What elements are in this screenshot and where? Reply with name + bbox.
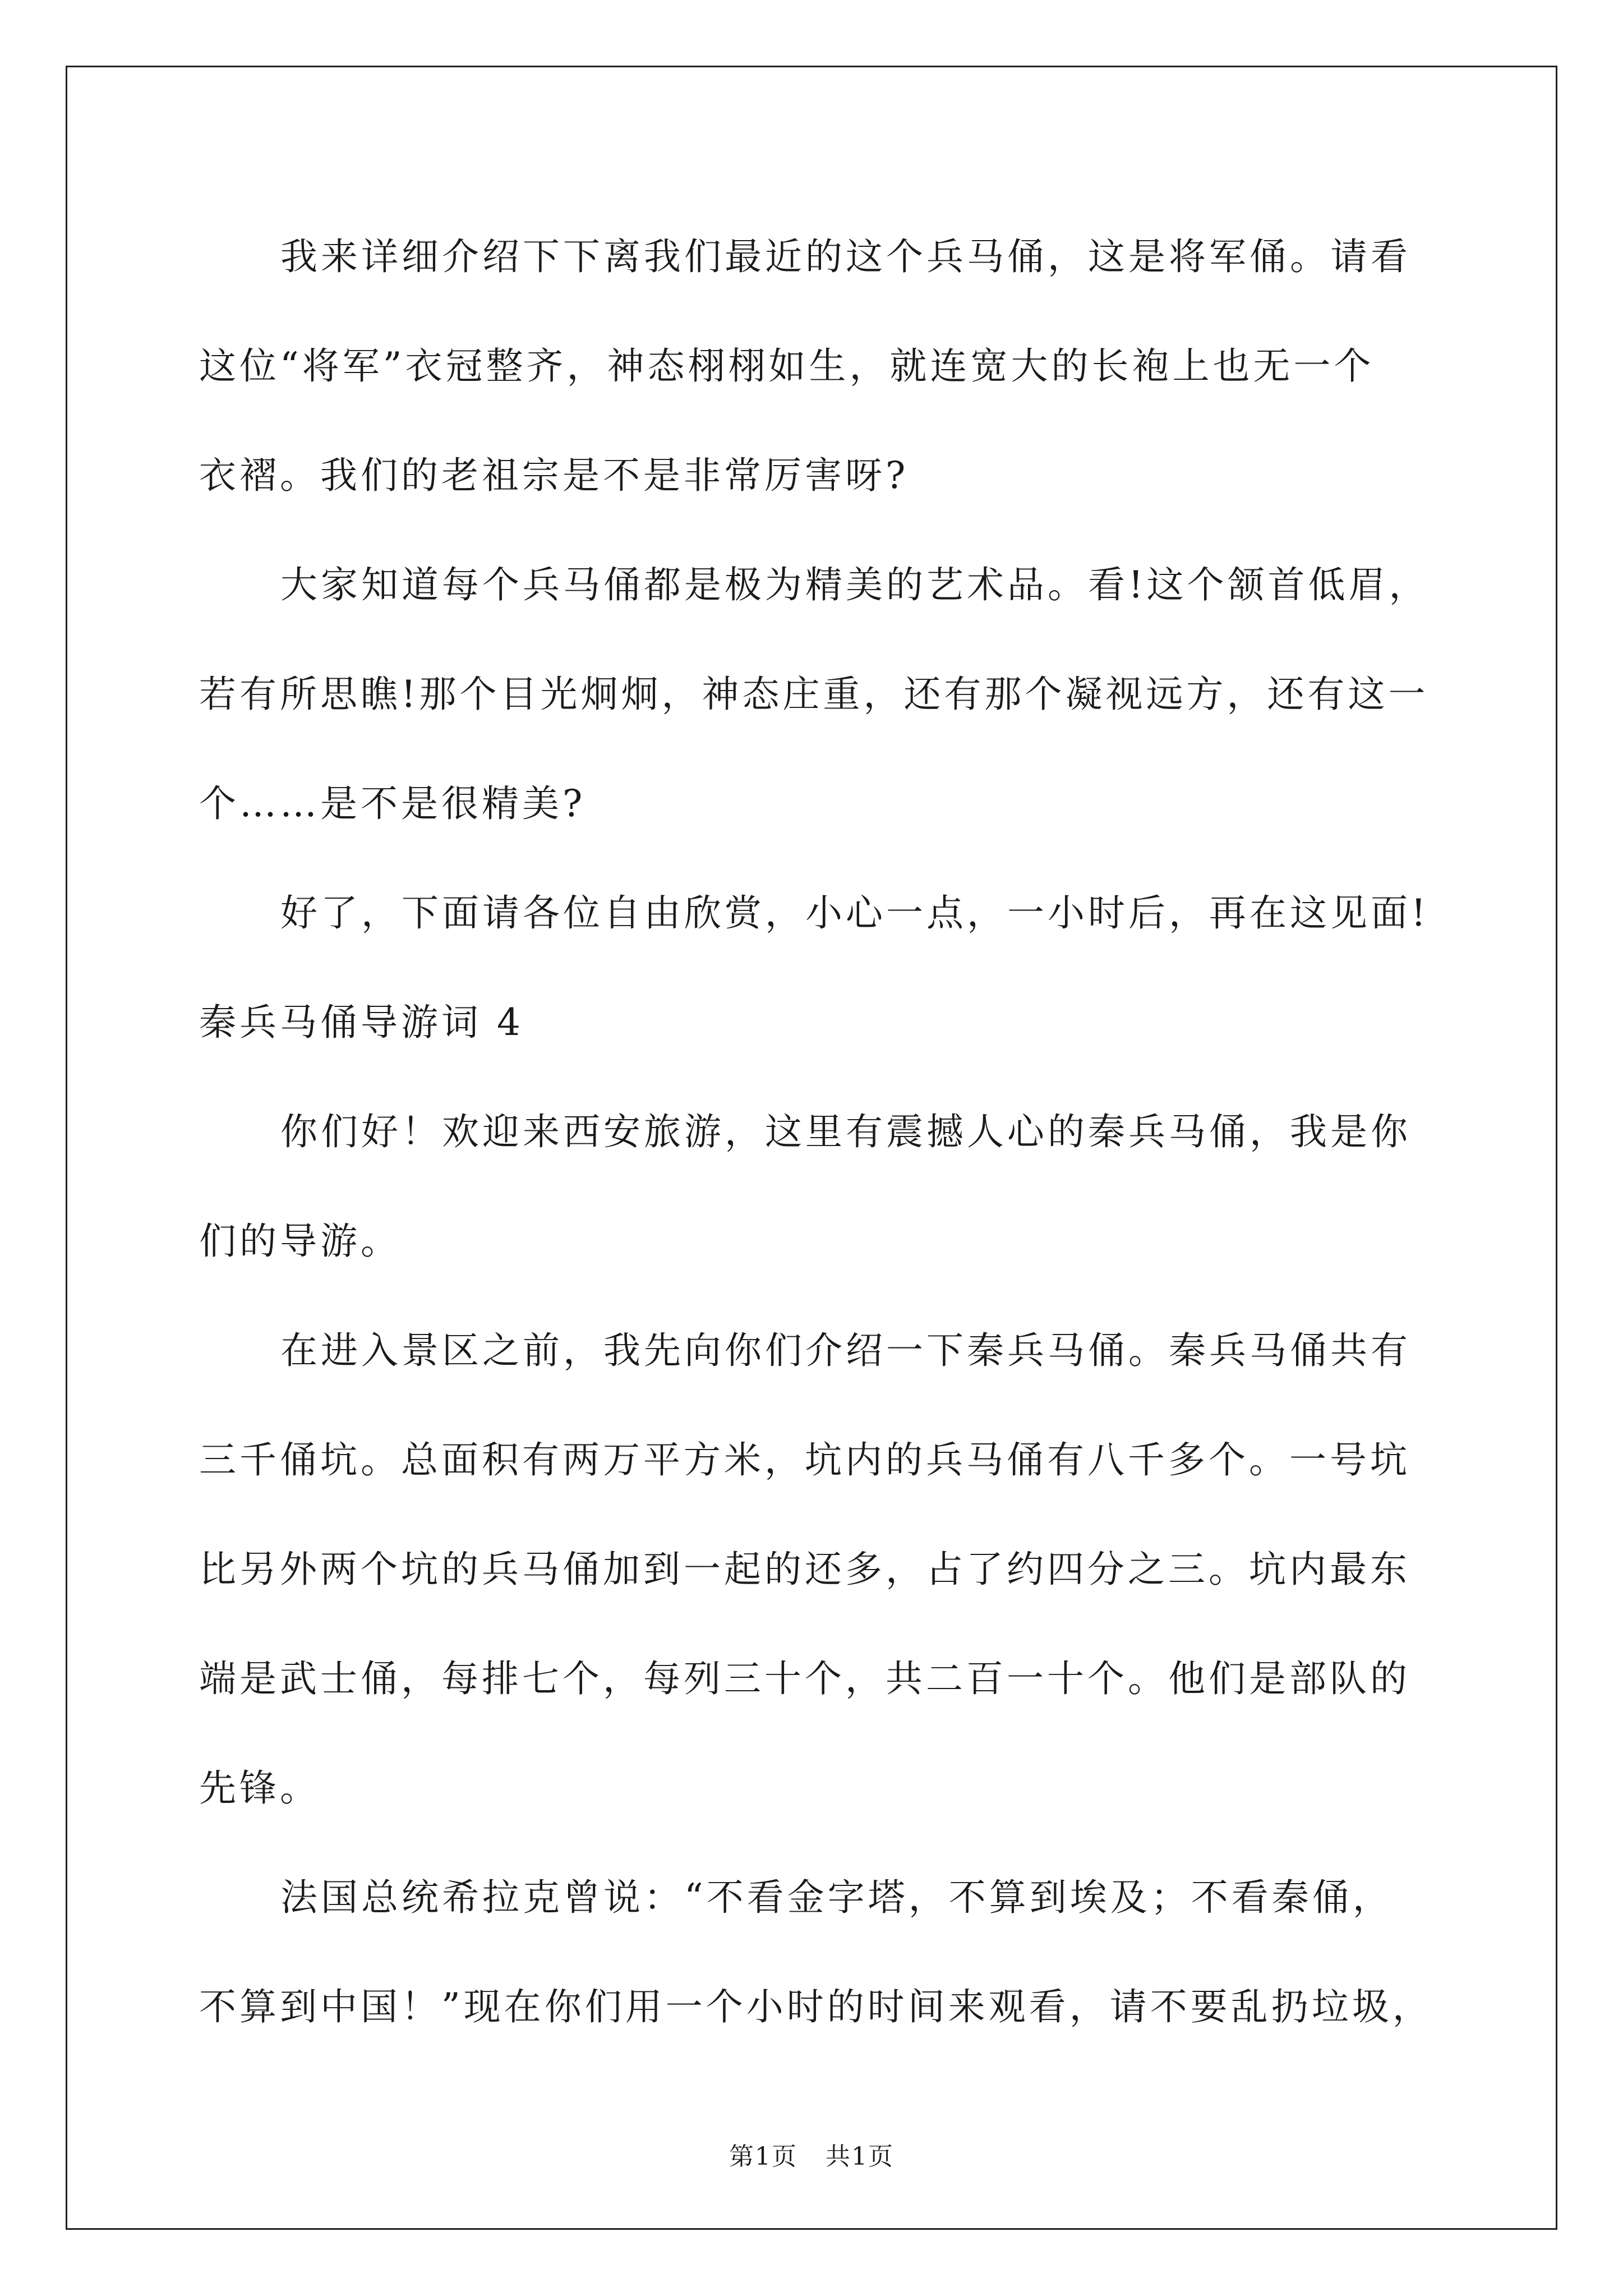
body-line: 我来详细介绍下下离我们最近的这个兵马俑，这是将军俑。请看 (280, 235, 1411, 278)
page-number-total: 共1页 (826, 2142, 894, 2171)
body-line: 这位“将军”衣冠整齐，神态栩栩如生，就连宽大的长袍上也无一个 (199, 344, 1375, 388)
body-line: 衣褶。我们的老祖宗是不是非常厉害呀? (199, 454, 909, 497)
body-line: 比另外两个坑的兵马俑加到一起的还多，占了约四分之三。坑内最东 (199, 1548, 1410, 1591)
body-line: 你们好！欢迎来西安旅游，这里有震撼人心的秦兵马俑，我是你 (280, 1110, 1411, 1153)
body-line: 端是武士俑，每排七个，每列三十个，共二百一十个。他们是部队的 (199, 1657, 1410, 1700)
page-footer (0, 2140, 1623, 2174)
body-line: 法国总统希拉克曾说：“不看金字塔，不算到埃及；不看秦俑， (280, 1876, 1393, 1919)
body-line: 个……是不是很精美? (199, 782, 586, 825)
section-heading: 秦兵马俑导游词 4 (199, 1001, 524, 1044)
body-line: 不算到中国！”现在你们用一个小时的时间来观看，请不要乱扔垃圾， (199, 1985, 1433, 2028)
page-number-current: 第1页 (729, 2142, 797, 2171)
document-body (199, 202, 1438, 2062)
body-line: 若有所思瞧!那个目光炯炯，神态庄重，还有那个凝视远方，还有这一 (199, 673, 1429, 716)
body-line: 们的导游。 (199, 1220, 401, 1263)
body-line: 三千俑坑。总面积有两万平方米，坑内的兵马俑有八千多个。一号坑 (199, 1438, 1410, 1481)
body-line: 在进入景区之前，我先向你们介绍一下秦兵马俑。秦兵马俑共有 (280, 1329, 1411, 1372)
body-line: 好了，下面请各位自由欣赏，小心一点，一小时后，再在这见面! (280, 891, 1430, 935)
body-line: 先锋。 (199, 1766, 320, 1810)
body-line: 大家知道每个兵马俑都是极为精美的艺术品。看!这个颔首低眉， (280, 563, 1430, 606)
